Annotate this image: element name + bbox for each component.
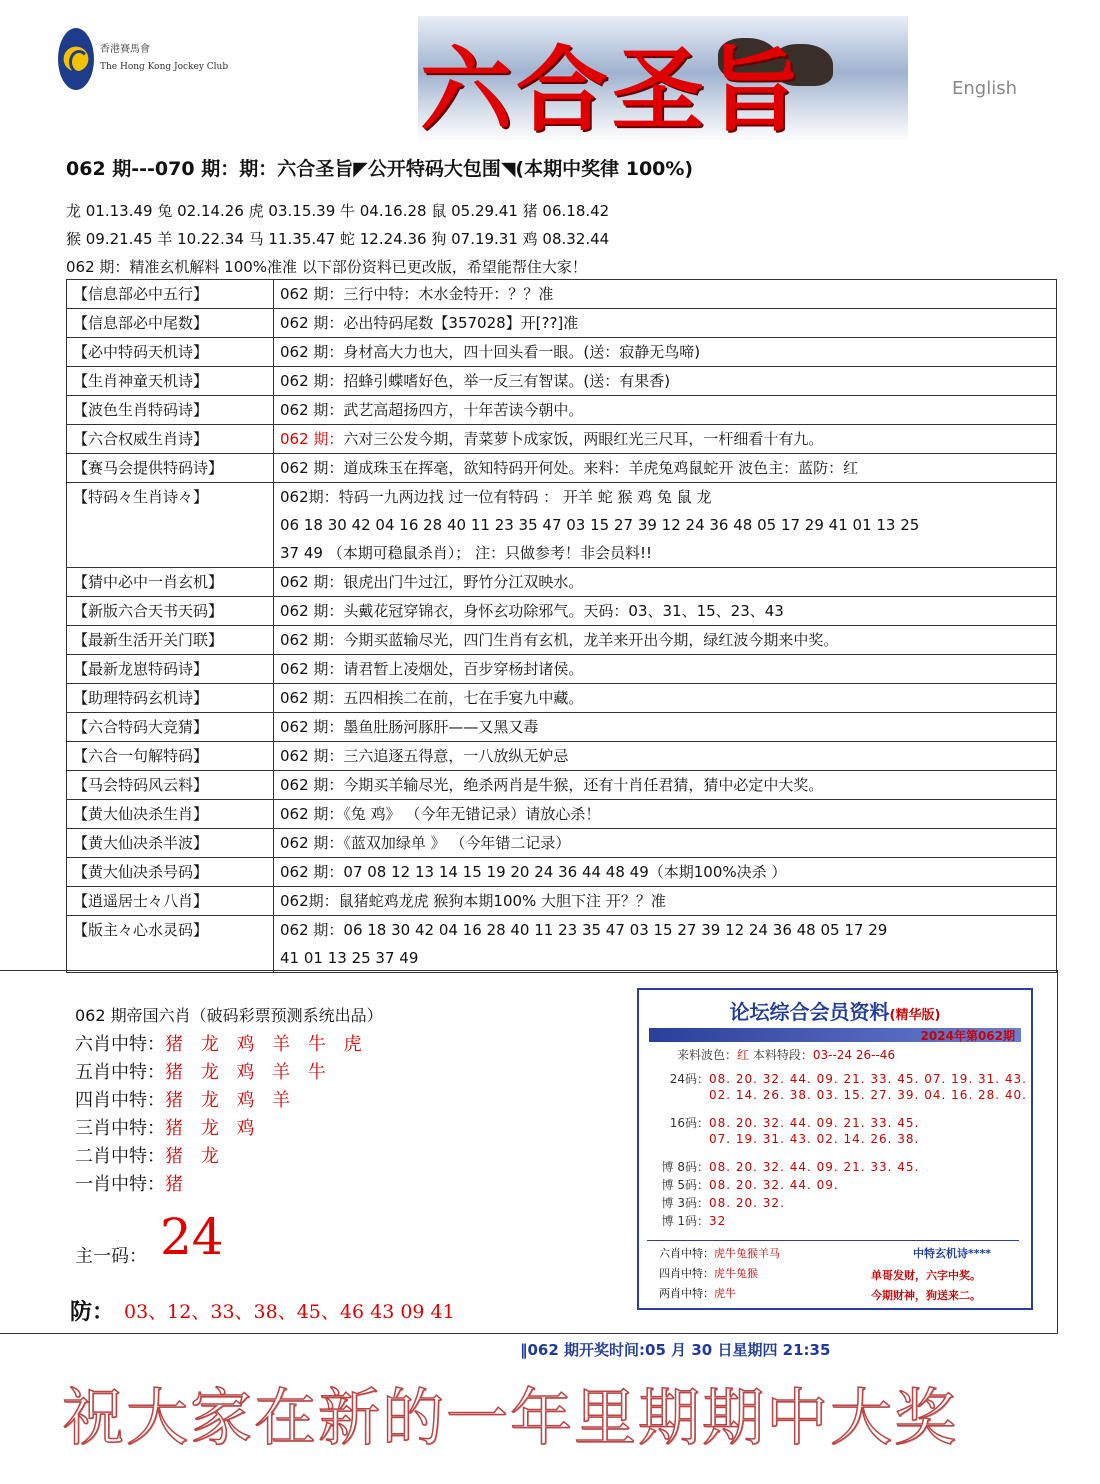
headline: 062 期---070 期：期：六合圣旨◤公开特码大包围◥(本期中奖律 100%) — [66, 158, 694, 180]
row-key: 【马会特码风云料】 — [67, 771, 274, 800]
table-row — [67, 568, 1057, 597]
info-range-label: 本料特段： — [749, 1048, 813, 1062]
guard-numbers: 03、12、33、38、45、46 43 09 41 — [124, 1301, 455, 1323]
row-key: 【信息部必中五行】 — [67, 280, 274, 309]
row-value: 062 期：今期买蓝输尽光，四门生肖有玄机，龙羊来开出今期，绿红波今期来中奖。 — [274, 626, 1057, 655]
card-code-row — [649, 1132, 919, 1146]
code-numbers: 08. 20. 32. 44. 09. 21. 33. 45. — [709, 1116, 920, 1130]
foot-value: 虎牛 — [714, 1287, 736, 1300]
pick-value: 猪 龙 鸡 — [165, 1118, 261, 1139]
card-info-line — [677, 1046, 895, 1063]
row-key: 【六合特码大竞猜】 — [67, 713, 274, 742]
table-row — [67, 367, 1057, 396]
pick-label: 三肖中特： — [75, 1118, 165, 1139]
info-range-value: 03--24 26--46 — [812, 1048, 896, 1062]
foot-label: 四肖中特： — [659, 1267, 714, 1280]
table-row — [67, 626, 1057, 655]
table-row — [67, 425, 1057, 454]
foot-value: 虎牛兔猴羊马 — [714, 1247, 780, 1260]
pick-value: 猪 龙 — [165, 1146, 225, 1167]
row-value: 062 期：今期买羊输尽光，绝杀两肖是牛猴，还有十肖任君猜，猜中必定中大奖。 — [274, 771, 1057, 800]
row-key: 【六合一句解特码】 — [67, 742, 274, 771]
table-row — [67, 655, 1057, 684]
code-numbers: 08. 20. 32. 44. 09. — [709, 1178, 839, 1192]
pick-label: 二肖中特： — [75, 1146, 165, 1167]
table-row — [67, 454, 1057, 483]
row-value-line: 41 01 13 25 37 49 — [280, 949, 419, 967]
table-row — [67, 829, 1057, 858]
row-key: 【助理特码玄机诗】 — [67, 684, 274, 713]
pick-value: 猪 — [165, 1174, 189, 1195]
table-row — [67, 338, 1057, 367]
english-link[interactable]: English — [952, 78, 1017, 99]
zodiac-pick-row — [75, 1058, 332, 1084]
code-numbers: 08. 20. 32. — [709, 1196, 785, 1210]
row-value: 062 期：武艺高超扬四方，十年苦读今朝中。 — [274, 396, 1057, 425]
card-code-row — [649, 1114, 919, 1131]
row-value — [274, 916, 1057, 973]
row-key: 【黄大仙决杀半波】 — [67, 829, 274, 858]
table-row — [67, 916, 1057, 973]
pick-label: 五肖中特： — [75, 1062, 165, 1083]
info-color-label: 来料波色： — [677, 1048, 738, 1062]
row-value-line: 062 期：06 18 30 42 04 16 28 40 11 23 35 47 03 15 27 39 12 24 36 48 05 17 29 — [280, 921, 888, 939]
row-value — [274, 425, 1057, 454]
card-two-pick — [659, 1285, 736, 1301]
table-row — [67, 887, 1057, 916]
table-row — [67, 597, 1057, 626]
table-row — [67, 713, 1057, 742]
pick-label: 四肖中特： — [75, 1090, 165, 1111]
card-code-row — [649, 1158, 919, 1175]
row-key: 【新版六合天书天码】 — [67, 597, 274, 626]
table-row — [67, 309, 1057, 338]
card-four-pick — [659, 1265, 758, 1281]
row-value: 062 期：三行中特：木水金特开：？？准 — [274, 280, 1057, 309]
code-label: 博 3码： — [661, 1196, 709, 1210]
card-issue: 2024年第062期 — [920, 1029, 1015, 1043]
draw-time: ‖062 期开奖时间:05 月 30 日星期四 21:35 — [520, 1341, 831, 1359]
zodiac-line: 猴 09.21.45 羊 10.22.34 马 11.35.47 蛇 12.24.36 狗 07.19.31 鸡 08.32.44 — [66, 230, 610, 248]
card-title — [639, 996, 1031, 1025]
foot-label: 六肖中特： — [659, 1247, 714, 1260]
zodiac-pick-row — [75, 1030, 368, 1056]
card-title-text: 论坛综合会员资料 — [729, 1000, 890, 1024]
info-color-value: 红 — [737, 1048, 750, 1062]
main-code: 24 — [160, 1208, 224, 1266]
zodiac-pick-row — [75, 1086, 296, 1112]
table-row — [67, 771, 1057, 800]
row-value: 062期：鼠猪蛇鸡龙虎 猴狗本期100% 大胆下注 开？？准 — [274, 887, 1057, 916]
jockey-club-logo — [58, 28, 94, 90]
pick-value: 猪 龙 鸡 羊 — [165, 1090, 297, 1111]
page-title: 六合圣旨 — [420, 36, 805, 144]
row-key: 【信息部必中尾数】 — [67, 309, 274, 338]
club-name-cn: 香港賽馬會 — [100, 44, 150, 55]
card-edition: (精华版) — [889, 1008, 941, 1023]
row-value: 062 期：三六追逐五得意，一八放纵无妒忌 — [274, 742, 1057, 771]
row-value — [274, 483, 1057, 568]
row-value: 062 期：银虎出门牛过江，野竹分江双映水。 — [274, 568, 1057, 597]
zodiac-line: 龙 01.13.49 兔 02.14.26 虎 03.15.39 牛 04.16.28 鼠 05.29.41 猪 06.18.42 — [66, 202, 610, 220]
row-key: 【必中特码天机诗】 — [67, 338, 274, 367]
code-numbers: 07. 19. 31. 43. 02. 14. 26. 38. — [709, 1132, 920, 1146]
table-row — [67, 858, 1057, 887]
guard-label: 防： — [70, 1300, 115, 1325]
row-value: 062 期：必出特码尾数【357028】开[??]准 — [274, 309, 1057, 338]
main-code-label: 主一码： — [75, 1246, 147, 1267]
pick-label: 六肖中特： — [75, 1034, 165, 1055]
zodiac-pick-row — [75, 1142, 225, 1168]
row-value-line: 062期：特码一九两边找 过一位有特码 ： 开羊 蛇 猴 鸡 兔 鼠 龙 — [280, 488, 712, 506]
six-zodiac-title: 062 期帝国六肖（破码彩票预测系统出品） — [75, 1006, 383, 1025]
code-label: 16码： — [669, 1116, 709, 1130]
card-code-row — [649, 1070, 1027, 1087]
code-label: 24码： — [669, 1072, 709, 1086]
row-value-line: 06 18 30 42 04 16 28 40 11 23 35 47 03 15 27 39 12 24 36 48 05 17 29 41 01 13 25 — [280, 516, 920, 534]
card-poem-line: 今期财神，狗送来二。 — [871, 1289, 981, 1302]
prediction-table — [66, 279, 1057, 973]
row-value: 062 期：07 08 12 13 14 15 19 20 24 36 44 48 49（本期100%决杀 ） — [274, 858, 1057, 887]
row-value: 062 期：招蜂引蝶嗜好色，举一反三有智谋。(送：有果香) — [274, 367, 1057, 396]
row-key: 【猜中必中一肖玄机】 — [67, 568, 274, 597]
row-value-line: 37 49 （本期可稳鼠杀肖）； 注：只做参考！非会员料!! — [280, 544, 653, 562]
row-key: 【逍遥居士々八肖】 — [67, 887, 274, 916]
row-key: 【最新龙崽特码诗】 — [67, 655, 274, 684]
card-six-pick — [659, 1245, 780, 1261]
forum-member-card — [637, 988, 1033, 1310]
code-numbers: 32 — [709, 1214, 727, 1228]
row-value: 062 期：《兔 鸡》 （今年无错记录）请放心杀！ — [274, 800, 1057, 829]
table-row — [67, 800, 1057, 829]
zodiac-pick-row — [75, 1170, 189, 1196]
table-row — [67, 684, 1057, 713]
row-key: 【版主々心水灵码】 — [67, 916, 274, 973]
row-value: 062 期：身材高大力也大，四十回头看一眼。(送：寂静无鸟啼) — [274, 338, 1057, 367]
code-numbers: 08. 20. 32. 44. 09. 21. 33. 45. 07. 19. 31. 43. — [709, 1072, 1027, 1086]
row-key: 【黄大仙决杀号码】 — [67, 858, 274, 887]
row-value: 062 期：道成珠玉在挥毫，欲知特码开何处。来料：羊虎兔鸡鼠蛇开 波色主：蓝防：红 — [274, 454, 1057, 483]
code-label: 博 8码： — [661, 1160, 709, 1174]
card-code-row — [649, 1176, 839, 1193]
pick-value: 猪 龙 鸡 羊 牛 — [165, 1062, 332, 1083]
card-code-row — [649, 1194, 785, 1211]
card-code-row — [649, 1088, 1027, 1102]
row-key: 【特码々生肖诗々】 — [67, 483, 274, 568]
issue-prefix: 062 期： — [280, 430, 344, 448]
card-code-row — [649, 1212, 726, 1229]
row-key: 【黄大仙决杀生肖】 — [67, 800, 274, 829]
club-name-en: The Hong Kong Jockey Club — [100, 62, 229, 72]
card-poem-title: 中特玄机诗**** — [913, 1247, 992, 1260]
row-key: 【六合权威生肖诗】 — [67, 425, 274, 454]
foot-label: 两肖中特： — [659, 1287, 714, 1300]
table-row — [67, 280, 1057, 309]
notice-line: 062 期：精准玄机解料 100%准准 以下部份资料已更改版，希望能帮住大家！ — [66, 258, 587, 276]
row-key: 【最新生活开关门联】 — [67, 626, 274, 655]
blessing-banner: 祝大家在新的一年里期期中大奖 — [62, 1381, 959, 1454]
code-label: 博 1码： — [661, 1214, 709, 1228]
foot-value: 虎牛兔猴 — [714, 1267, 758, 1280]
code-numbers: 08. 20. 32. 44. 09. 21. 33. 45. — [709, 1160, 920, 1174]
card-poem-line: 单哥发财，六字中奖。 — [871, 1269, 981, 1282]
row-value: 062 期：头戴花冠穿锦衣，身怀玄功除邪气。天码：03、31、15、23、43 — [274, 597, 1057, 626]
row-value: 062 期：《蓝双加绿单 》 （今年错二记录） — [274, 829, 1057, 858]
code-numbers: 02. 14. 26. 38. 03. 15. 27. 39. 04. 16. 28. 40. — [709, 1088, 1027, 1102]
row-value: 062 期：五四相挨二在前，七在手宴九中藏。 — [274, 684, 1057, 713]
table-row — [67, 396, 1057, 425]
row-key: 【赛马会提供特码诗】 — [67, 454, 274, 483]
card-footer — [647, 1240, 1019, 1302]
row-key: 【生肖神童天机诗】 — [67, 367, 274, 396]
row-value: 062 期：请君暂上凌烟处，百步穿杨封诸侯。 — [274, 655, 1057, 684]
pick-value: 猪 龙 鸡 羊 牛 虎 — [165, 1034, 368, 1055]
table-row — [67, 742, 1057, 771]
code-label: 博 5码： — [661, 1178, 709, 1192]
zodiac-pick-row — [75, 1114, 260, 1140]
pick-label: 一肖中特： — [75, 1174, 165, 1195]
row-value-text: 六对三公发今期，青菜萝卜成家饭，两眼红光三尺耳，一杆细看十有九。 — [343, 430, 824, 448]
table-row — [67, 483, 1057, 568]
row-value: 062 期：墨鱼肚肠河豚肝——又黑又毒 — [274, 713, 1057, 742]
row-key: 【波色生肖特码诗】 — [67, 396, 274, 425]
